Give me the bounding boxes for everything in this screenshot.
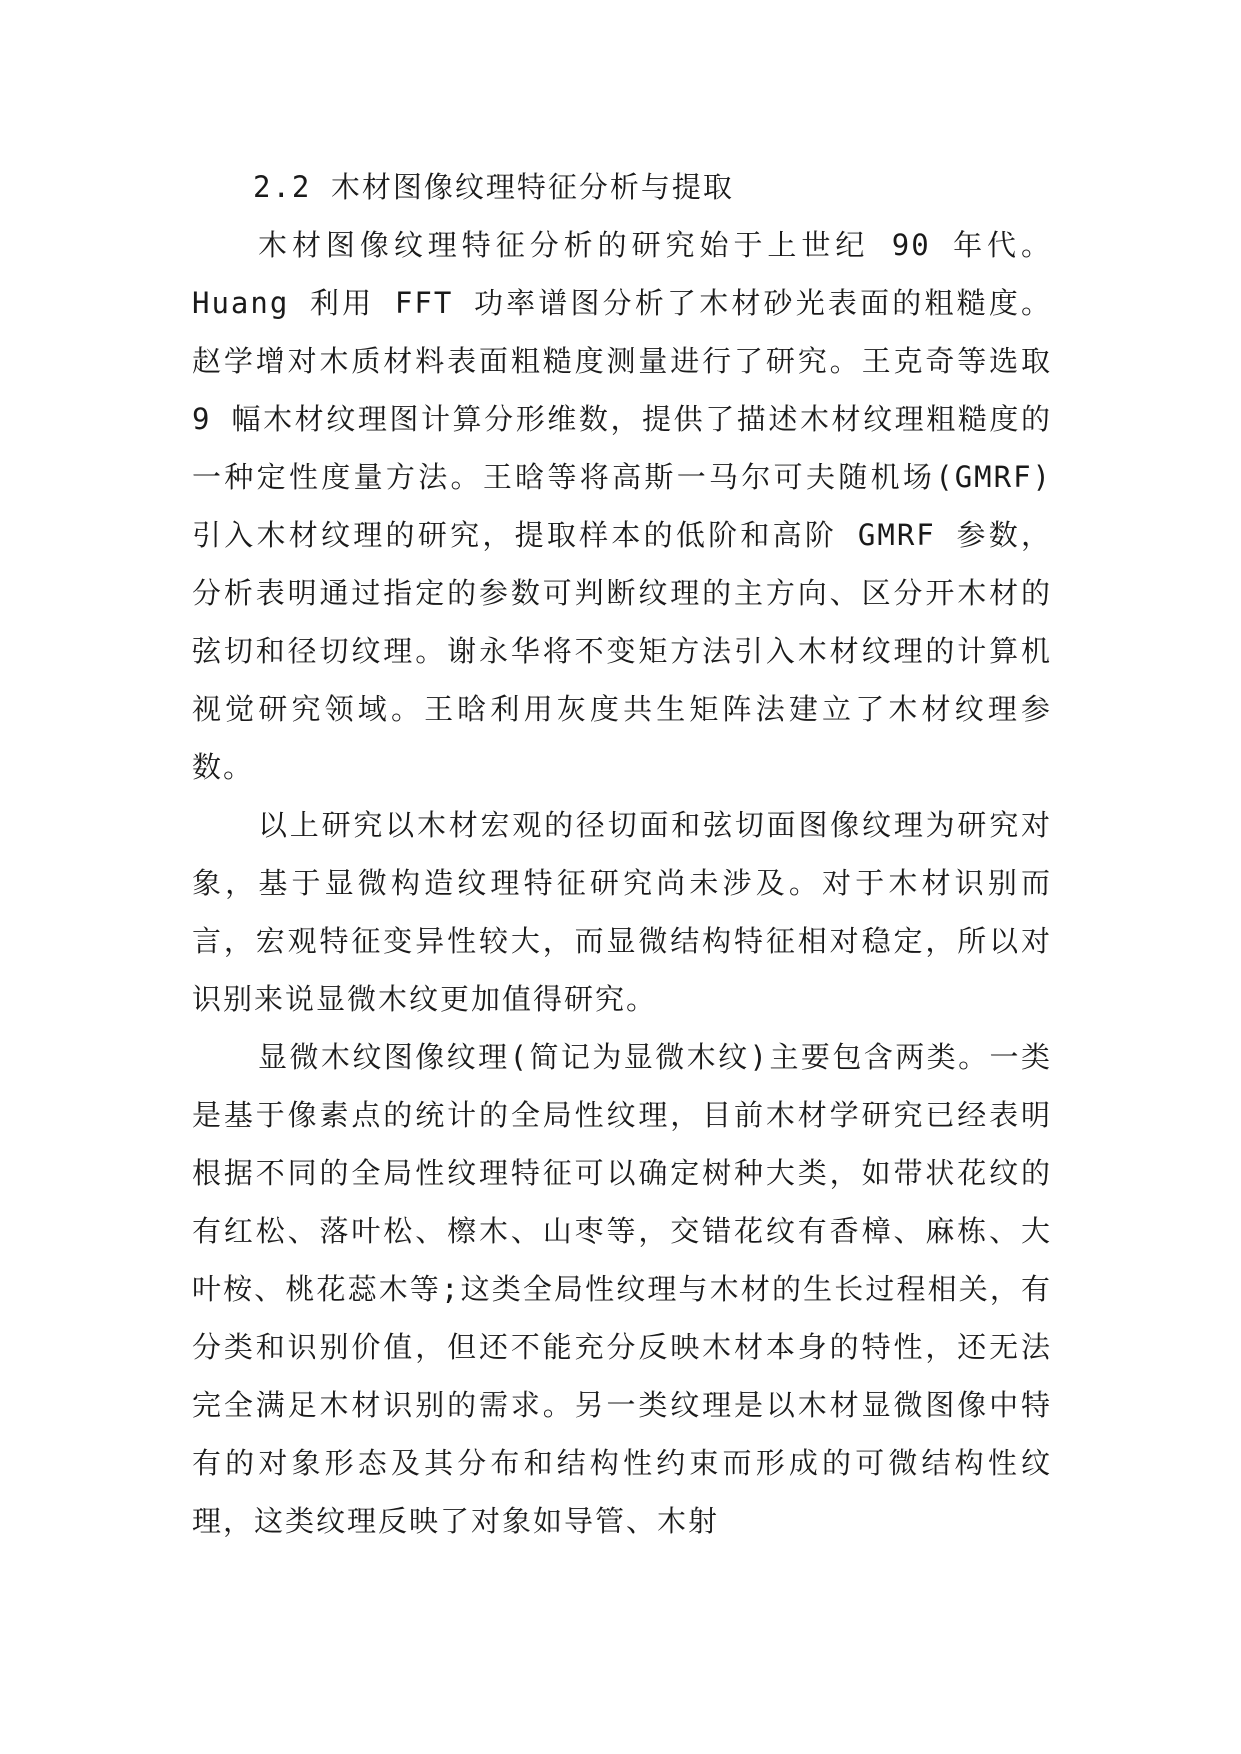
paragraph-1: 木材图像纹理特征分析的研究始于上世纪 90 年代。Huang 利用 FFT 功率谱图分析了木材砂光表面的粗糙度。赵学增对木质材料表面粗糙度测量进行了研究。王克奇等选取 9 幅木材纹理图计算分形维数，提供了描述木材纹理粗糙度的一种定性度量方法。王晗等将高斯一马尔可夫随机场(GMRF)引入木材纹理的研究，提取样本的低阶和高阶 GMRF 参数，分析表明通过指定的参数可判断纹理的主方向、区分开木材的弦切和径切纹理。谢永华将不变矩方法引入木材纹理的计算机视觉研究领域。王晗利用灰度共生矩阵法建立了木材纹理参数。 bbox=[192, 228, 1052, 784]
section-heading: 2.2 木材图像纹理特征分析与提取 bbox=[253, 170, 734, 204]
paragraph-3: 显微木纹图像纹理(简记为显微木纹)主要包含两类。一类是基于像素点的统计的全局性纹理，目前木材学研究已经表明根据不同的全局性纹理特征可以确定树种大类，如带状花纹的有红松、落叶松、檫木、山枣等，交错花纹有香樟、麻栋、大叶桉、桃花蕊木等;这类全局性纹理与木材的生长过程相关，有分类和识别价值，但还不能充分反映木材本身的特性，还无法完全满足木材识别的需求。另一类纹理是以木材显微图像中特有的对象形态及其分布和结构性约束而形成的可微结构性纹理，这类纹理反映了对象如导管、木射 bbox=[192, 1040, 1052, 1538]
paragraph-2: 以上研究以木材宏观的径切面和弦切面图像纹理为研究对象，基于显微构造纹理特征研究尚未涉及。对于木材识别而言，宏观特征变异性较大，而显微结构特征相对稳定，所以对识别来说显微木纹更加值得研究。 bbox=[192, 808, 1052, 1016]
